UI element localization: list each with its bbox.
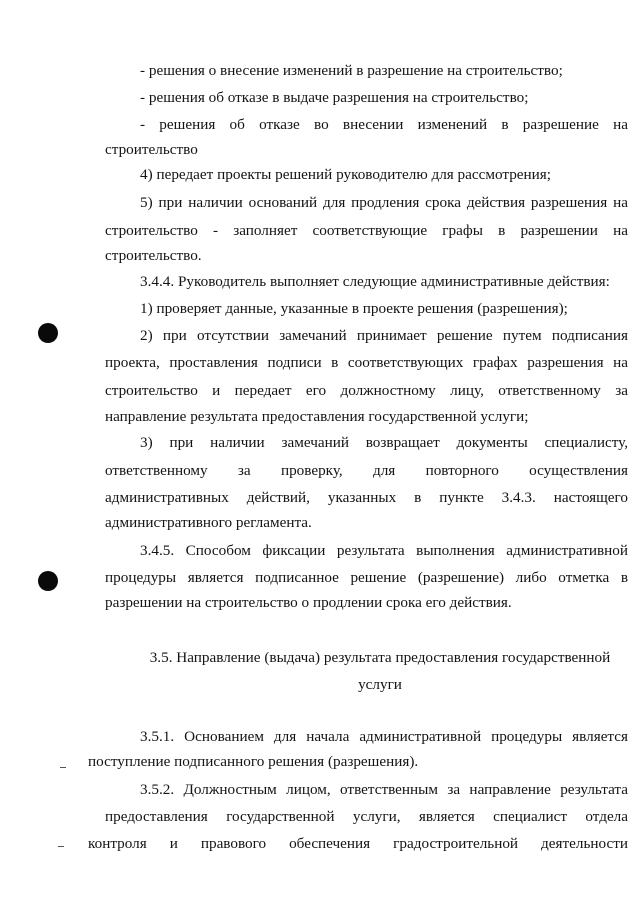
text-line: 3.5.1. Основанием для начала административной процедуры является [140, 728, 628, 745]
text-line: контроля и правового обеспечения градостроительной деятельности [88, 835, 628, 852]
text-line: разрешении на строительство о продлении срока его действия. [105, 594, 512, 611]
text-line: административного регламента. [105, 514, 312, 531]
text-line: предоставления государственной услуги, является специалист отдела [105, 808, 628, 825]
scan-mark [60, 767, 66, 768]
text-line: строительство. [105, 247, 202, 264]
text-line: строительство и передает его должностному лицу, ответственному за [105, 382, 628, 399]
section-heading: 3.5. Направление (выдача) результата предоставления государственной [149, 649, 611, 666]
text-line: 3.4.4. Руководитель выполняет следующие административные действия: [140, 273, 610, 290]
text-line: 3.4.5. Способом фиксации результата выполнения административной [140, 542, 628, 559]
text-line: 1) проверяет данные, указанные в проекте решения (разрешения); [140, 300, 568, 317]
text-line: 4) передает проекты решений руководителю для рассмотрения; [140, 166, 551, 183]
text-line: направление результата предоставления государственной услуги; [105, 408, 529, 425]
binder-hole-top [38, 323, 58, 343]
text-line: строительство - заполняет соответствующие графы в разрешении на [105, 222, 628, 239]
text-line: проекта, проставления подписи в соответствующих графах разрешения на [105, 354, 628, 371]
text-line: - решения об отказе во внесении изменений в разрешение на [140, 116, 628, 133]
text-line: ответственному за проверку, для повторного осуществления [105, 462, 628, 479]
text-line: - решения об отказе в выдаче разрешения на строительство; [140, 89, 529, 106]
text-line: 3) при наличии замечаний возвращает документы специалисту, [140, 434, 628, 451]
text-line: административных действий, указанных в пункте 3.4.3. настоящего [105, 489, 628, 506]
scan-mark [58, 846, 64, 847]
text-line: процедуры является подписанное решение (разрешение) либо отметка в [105, 569, 628, 586]
binder-hole-bottom [38, 571, 58, 591]
text-line: 2) при отсутствии замечаний принимает решение путем подписания [140, 327, 628, 344]
section-heading-continued: услуги [358, 676, 402, 693]
text-line: поступление подписанного решения (разрешения). [88, 753, 419, 770]
text-line: - решения о внесение изменений в разрешение на строительство; [140, 62, 563, 79]
text-line: 3.5.2. Должностным лицом, ответственным за направление результата [140, 781, 628, 798]
text-line: строительство [105, 141, 198, 158]
text-line: 5) при наличии оснований для продления срока действия разрешения на [140, 194, 628, 211]
